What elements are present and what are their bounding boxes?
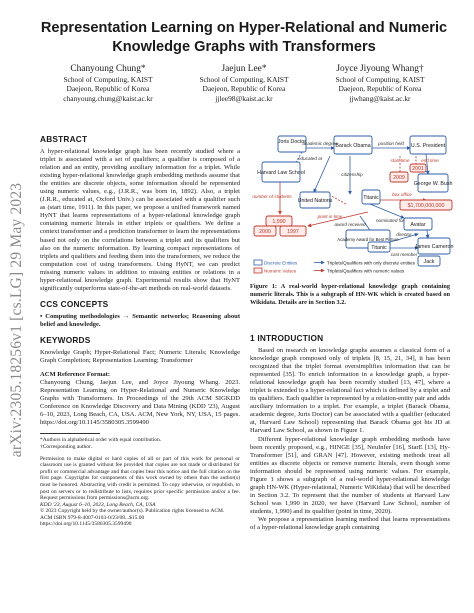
label-juris-doctor: Joris Doctor	[277, 139, 307, 145]
edge-label-director: director	[396, 232, 412, 237]
keywords-heading: KEYWORDS	[40, 334, 91, 345]
label-harvard: Harvard Law School	[257, 170, 305, 176]
intro-paragraph-2: Different hyper-relational knowledge graph embedding methods have been recently proposed, e.g., HINGE [35], NeuInfer [16], StarE [13], Hy-Transformer [51], and GRAN [47]. However, existing methods treat all entities as discrete objects or remove numeric literals, even though some information should be represented using numeric values. For example, Figure 1 shows a subgraph of a real-world hyper-relational knowledge graph HN-WK (Hyper-relational, Numeric WiKidata) that will be described in Section 3.2. To represent that the number of students at Harvard Law School was 1,990 in 2020, we have (Harvard Law School, number of students, 1,990) and its qualifier (point in time, 2020).	[250, 435, 450, 515]
footnote-2: †Corresponding author.	[40, 443, 92, 450]
title-line-1: Representation Learning on Hyper-Relational and Numeric	[40, 20, 448, 36]
author-block	[40, 64, 448, 124]
edge-label-position-held: position held	[378, 141, 404, 146]
arxiv-stamp	[2, 110, 32, 530]
author-city: Daejeon, Republic of Korea	[202, 84, 286, 94]
label-avatar: Avatar	[410, 222, 426, 228]
arxiv-stamp-text: arXiv:2305.18256v1 [cs.LG] 29 May 2023	[8, 182, 25, 458]
label-titanic: Titanic	[371, 245, 387, 251]
acm-ref-heading: ACM Reference Format:	[40, 371, 111, 379]
isbn-line: ACM ISBN 979-8-4007-0103-0/23/08...$15.00	[40, 514, 145, 521]
author-name: Joyce Jiyoung Whang†	[336, 64, 424, 74]
edge-barack-un	[314, 156, 330, 192]
label-george-bush: George W. Bush	[413, 181, 453, 187]
intro-paragraph-1: Based on research on knowledge graphs assumes a classical form of a knowledge graph composed only of triplets [8, 15, 21, 34], it has been recognized that the triplet format oversimplifies information that can be represented [35]. To enrich information in a knowledge graph, a hyper-relational knowledge graph has been recently studied [13, 47], where a triplet is extended to a hyper-relational fact which is defined by a triplet and its qualifiers. Each qualifier is represented by a relation-entity pair and adds auxiliary information to a triplet. For example, a triplet (Barack Obama, academic degree, Juris Doctor) can be associated with a qualifier (educated at, Harvard Law School) representing that Barack Obama got his JD at Harvard Law School, as shown in Figure 1.	[250, 347, 450, 435]
label-1997: 1997	[287, 229, 299, 235]
right-column	[250, 333, 450, 532]
label-money: $1,700,000,000	[407, 203, 445, 209]
edge-label-citizenship: citizenship	[341, 172, 363, 177]
ccs-text: • Computing methodologies → Semantic networks; Reasoning about belief and knowledge.	[40, 312, 240, 328]
label-2001: 2001	[412, 166, 424, 172]
author-affiliation: School of Computing, KAIST	[335, 75, 425, 84]
author-city: Daejeon, Republic of Korea	[66, 84, 150, 94]
edge-label-point-in-time: point in time	[317, 214, 343, 219]
label-barack-obama: Barack Obama	[335, 143, 371, 149]
author-affiliation: School of Computing, KAIST	[199, 75, 289, 84]
footnote-rule	[40, 433, 100, 434]
conference-line: KDD '23, August 6–10, 2023, Long Beach, CA, USA	[40, 501, 156, 508]
legend-triplets-label: Triplets/Qualifiers with only discrete entities	[327, 260, 415, 266]
intro-heading: 1 INTRODUCTION	[250, 333, 324, 343]
legend-discrete-label: Discrete Entities	[264, 260, 298, 266]
abstract-text: A hyper-relational knowledge graph has been recently studied where a triplet is associated with a set of qualifiers; a qualifier is composed of a relation and an entity, providing auxiliary information for a triplet. While existing hyper-relational knowledge graph embedding methods assume that the entities are discrete objects, some information should be represented using numeric values, e.g., (J.R.R., was born in, 1892). Also, a triplet (J.R.R., educated at, Oxford Univ.) can be associated with a qualifier such as (start time, 1911). In this paper, we propose a unified framework named HyNT that learns representations of a hyper-relational knowledge graph containing numeric literals in either triplets or qualifiers. We define a context transformer and a prediction transformer to learn the representations based not only on the correlations between a triplet and its qualifiers but also on the numeric information. By learning compact representations of triplets and qualifiers and feeding them into the transformers, we reduce the computation cost of using transformers. Using HyNT, we can predict missing numeric values in addition to missing entities or relations in a hyper-relational knowledge graph. Experimental results show that HyNT significantly outperforms state-of-the-art methods on real-world datasets.	[40, 148, 240, 292]
figure-caption: Figure 1: A real-world hyper-relational knowledge graph containing numeric literals. This is a subgraph of HN-WK which is created based on Wikidata. Details are in Section 3.2.	[250, 283, 450, 306]
edge-label-start-time: start time	[390, 158, 410, 163]
edge-label-award-received: award received	[334, 222, 366, 227]
acm-ref-text: Chanyoung Chung, Jaejun Lee, and Joyce Jiyoung Whang. 2023. Representation Learning on Hyper-Relational and Numeric Knowledge Graphs with Transformers. In Proceedings of the 29th ACM SIGKDD Conference on Knowledge Discovery and Data Mining (KDD '23), August 6–10, 2023, Long Beach, CA, USA. ACM, New York, NY, USA, 15 pages. https://doi.org/10.1145/3580305.3599490	[40, 379, 240, 427]
copyright-line: © 2023 Copyright held by the owner/author(s). Publication rights licensed to ACM.	[40, 508, 225, 515]
author-email[interactable]: jjwhang@kaist.ac.kr	[349, 93, 411, 103]
legend-numeric-label: Numeric Values	[264, 268, 297, 274]
edge-label-educated-at: educated at	[297, 156, 323, 161]
legend-numeric-swatch	[254, 268, 262, 273]
label-jack: Jack	[423, 259, 435, 265]
label-2000: 2000	[259, 229, 271, 235]
edge-nominated	[370, 204, 404, 218]
author-3	[312, 64, 448, 103]
edge-label-number-students: number of students	[252, 194, 292, 199]
author-email[interactable]: jjlee98@kaist.ac.kr	[215, 93, 273, 103]
paper-title	[40, 19, 448, 56]
author-affiliation: School of Computing, KAIST	[63, 75, 153, 84]
label-1990: 1,990	[272, 219, 286, 225]
label-academy-award: Academy Award for Best Picture	[337, 237, 399, 242]
legend	[254, 260, 416, 274]
doi-link[interactable]: https://doi.org/10.1145/3580305.3599490	[40, 521, 132, 528]
kg-diagram	[250, 134, 458, 282]
title-line-2: Knowledge Graphs with Transformers	[112, 38, 376, 55]
intro-paragraph-3: We propose a representation learning method that learns representations of a hyper-relational knowledge graph containing	[250, 515, 450, 532]
author-1	[40, 64, 176, 103]
ccs-section	[40, 299, 240, 329]
keywords-text: Knowledge Graph; Hyper-Relational Fact; Numeric Literals; Knowledge Graph Completion; Representation Learning; Transformer	[40, 348, 240, 364]
left-column	[40, 134, 240, 528]
acm-reference-section	[40, 371, 240, 427]
permission-notice: Permission to make digital or hard copies of all or part of this work for personal or classroom use is granted without fee provided that copies are not made or distributed for profit or commercial advantage and that copies bear this notice and the full citation on the first page. Copyrights for components of this work owned by others than the author(s) must be honored. Abstracting with credit is permitted. To copy otherwise, or republish, to post on servers or to redistribute to lists, requires prior specific permission and/or a fee. Request permissions from permissions@acm.org.	[40, 455, 240, 502]
abstract-section	[40, 134, 240, 293]
figure-1	[250, 134, 458, 282]
author-name: Jaejun Lee*	[221, 64, 267, 74]
legend-triplets-numeric-label: Triplets/Qualifiers with numeric values	[327, 268, 405, 274]
label-united-nations: United Nations	[297, 198, 333, 204]
abstract-heading: ABSTRACT	[40, 134, 88, 144]
author-city: Daejeon, Republic of Korea	[338, 84, 422, 94]
author-name: Chanyoung Chung*	[70, 64, 146, 74]
author-2	[176, 64, 312, 103]
label-titanic-top: Titanic	[363, 195, 379, 201]
author-email[interactable]: chanyoung.chung@kaist.ac.kr	[63, 93, 153, 103]
ccs-heading: CCS CONCEPTS	[40, 298, 109, 309]
keywords-section	[40, 335, 240, 365]
edge-label-box-office: box office	[392, 192, 412, 197]
footnote-1: *Authors in alphabetical order with equal contribution.	[40, 437, 162, 444]
edge-label-cast-member: cast member	[390, 252, 418, 257]
legend-discrete-swatch	[254, 260, 262, 265]
label-us-president: U.S. President	[410, 143, 446, 149]
label-2009: 2009	[393, 175, 405, 181]
edge-label-nominated-for: nominated for	[375, 218, 405, 223]
edge-label-end-time: end time	[421, 158, 439, 163]
label-james-cameron: James Cameron	[414, 244, 454, 250]
edge-label-academic-degree: academic degree	[302, 141, 338, 146]
